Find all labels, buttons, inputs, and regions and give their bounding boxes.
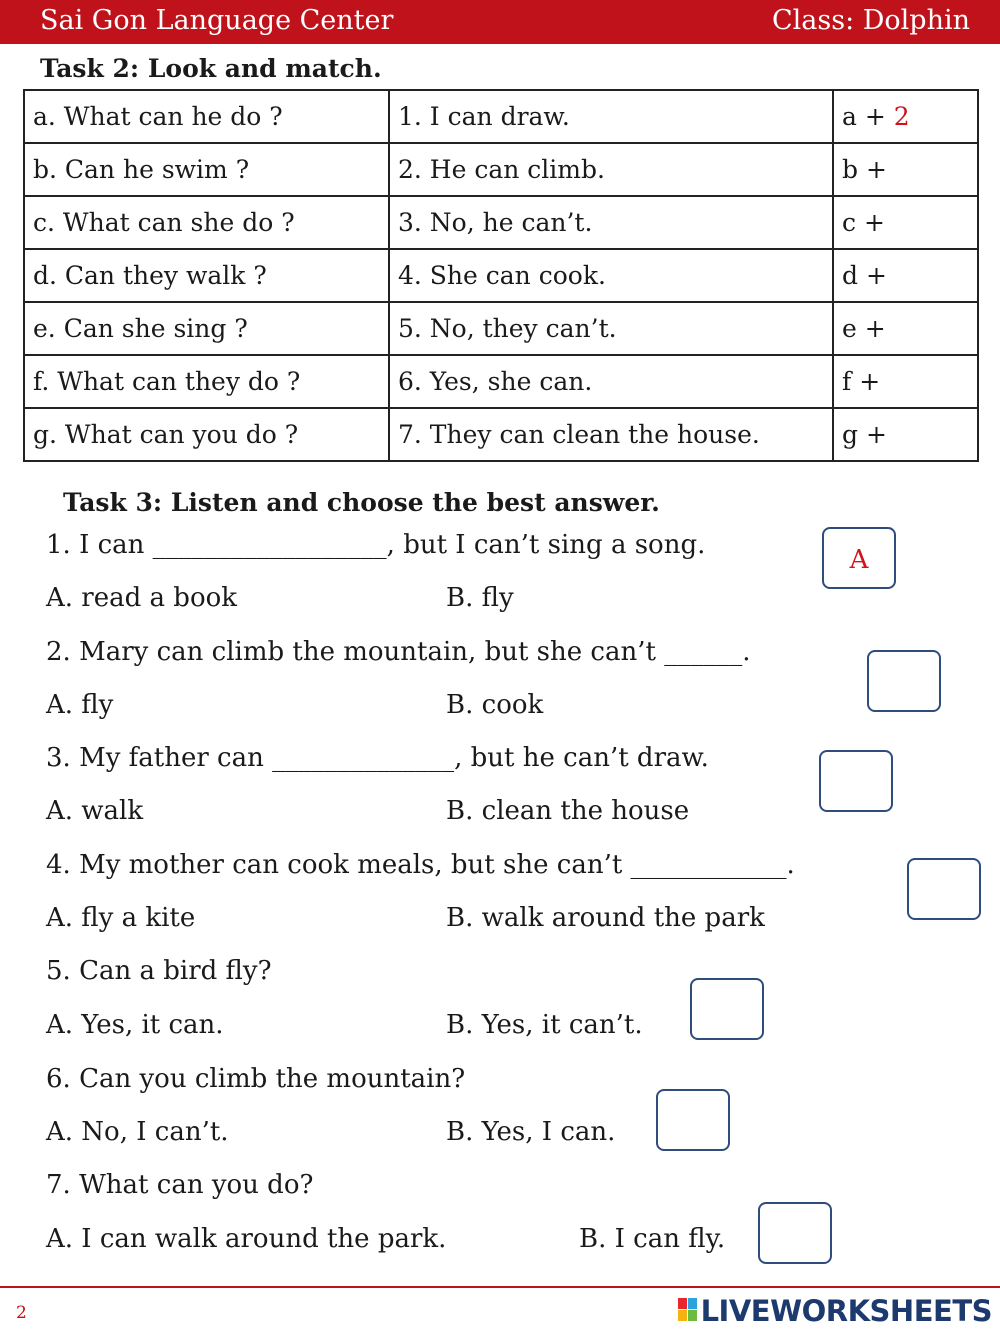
table-row: [24, 143, 978, 196]
match-answer: 1. I can draw.: [389, 90, 833, 143]
match-key-cell[interactable]: [833, 408, 978, 461]
option-b-7: B. I can fly.: [579, 1224, 726, 1254]
task2-title: Task 2: Look and match.: [40, 54, 382, 83]
question-5: 5. Can a bird fly?: [46, 956, 272, 986]
answer-box-6[interactable]: [656, 1089, 730, 1151]
option-a-4: A. fly a kite: [46, 903, 196, 933]
table-row: [24, 302, 978, 355]
match-key: g +: [842, 420, 887, 449]
question-7: 7. What can you do?: [46, 1170, 314, 1200]
match-answer: 5. No, they can’t.: [389, 302, 833, 355]
option-b-5: B. Yes, it can’t.: [446, 1010, 643, 1040]
option-b-2: B. cook: [446, 690, 544, 720]
option-a-3: A. walk: [46, 796, 144, 826]
answer-box-3[interactable]: [819, 750, 893, 812]
match-question: g. What can you do ?: [24, 408, 389, 461]
logo-text: LIVEWORKSHEETS: [700, 1294, 992, 1328]
page-number: 2: [16, 1303, 27, 1323]
liveworksheets-logo[interactable]: [678, 1294, 992, 1328]
match-table: [23, 89, 979, 462]
match-question: b. Can he swim ?: [24, 143, 389, 196]
match-key-cell[interactable]: [833, 249, 978, 302]
match-answer: 3. No, he can’t.: [389, 196, 833, 249]
class-label: Class: Dolphin: [771, 5, 970, 36]
footer-divider: [0, 1286, 1000, 1288]
match-answer: 2. He can climb.: [389, 143, 833, 196]
table-row: [24, 196, 978, 249]
question-4: 4. My mother can cook meals, but she can’t ____________.: [46, 850, 795, 880]
liveworksheets-logo-icon: [678, 1298, 698, 1322]
match-key: a +: [842, 102, 886, 131]
option-b-3: B. clean the house: [446, 796, 690, 826]
question-1: 1. I can __________________, but I can’t sing a song.: [46, 530, 706, 560]
answer-box-7[interactable]: [758, 1202, 832, 1264]
match-key: d +: [842, 261, 887, 290]
header-bar: [0, 0, 1000, 44]
option-a-2: A. fly: [46, 690, 114, 720]
match-question: a. What can he do ?: [24, 90, 389, 143]
match-key-cell[interactable]: [833, 355, 978, 408]
table-row: [24, 408, 978, 461]
option-a-7: A. I can walk around the park.: [46, 1224, 447, 1254]
match-answer: 4. She can cook.: [389, 249, 833, 302]
answer-box-4[interactable]: [907, 858, 981, 920]
match-key: c +: [842, 208, 885, 237]
question-3: 3. My father can ______________, but he can’t draw.: [46, 743, 709, 773]
match-question: d. Can they walk ?: [24, 249, 389, 302]
option-b-6: B. Yes, I can.: [446, 1117, 616, 1147]
match-key-cell[interactable]: [833, 143, 978, 196]
match-key-cell[interactable]: [833, 90, 978, 143]
option-b-1: B. fly: [446, 583, 514, 613]
question-2: 2. Mary can climb the mountain, but she can’t ______.: [46, 637, 751, 667]
match-key-value[interactable]: 2: [893, 102, 910, 131]
option-b-4: B. walk around the park: [446, 903, 765, 933]
option-a-1: A. read a book: [46, 583, 238, 613]
match-question: e. Can she sing ?: [24, 302, 389, 355]
match-key: f +: [842, 367, 881, 396]
match-answer: 6. Yes, she can.: [389, 355, 833, 408]
match-question: c. What can she do ?: [24, 196, 389, 249]
table-row: [24, 355, 978, 408]
match-question: f. What can they do ?: [24, 355, 389, 408]
option-a-5: A. Yes, it can.: [46, 1010, 224, 1040]
school-name: Sai Gon Language Center: [40, 5, 394, 36]
match-key-cell[interactable]: [833, 196, 978, 249]
answer-box-5[interactable]: [690, 978, 764, 1040]
table-row: [24, 90, 978, 143]
match-key-cell[interactable]: [833, 302, 978, 355]
option-a-6: A. No, I can’t.: [46, 1117, 229, 1147]
match-key: b +: [842, 155, 887, 184]
answer-box-2[interactable]: [867, 650, 941, 712]
match-answer: 7. They can clean the house.: [389, 408, 833, 461]
task3-title: Task 3: Listen and choose the best answer.: [63, 488, 660, 517]
match-key: e +: [842, 314, 886, 343]
table-row: [24, 249, 978, 302]
question-6: 6. Can you climb the mountain?: [46, 1064, 466, 1094]
answer-box-1[interactable]: A: [822, 527, 896, 589]
